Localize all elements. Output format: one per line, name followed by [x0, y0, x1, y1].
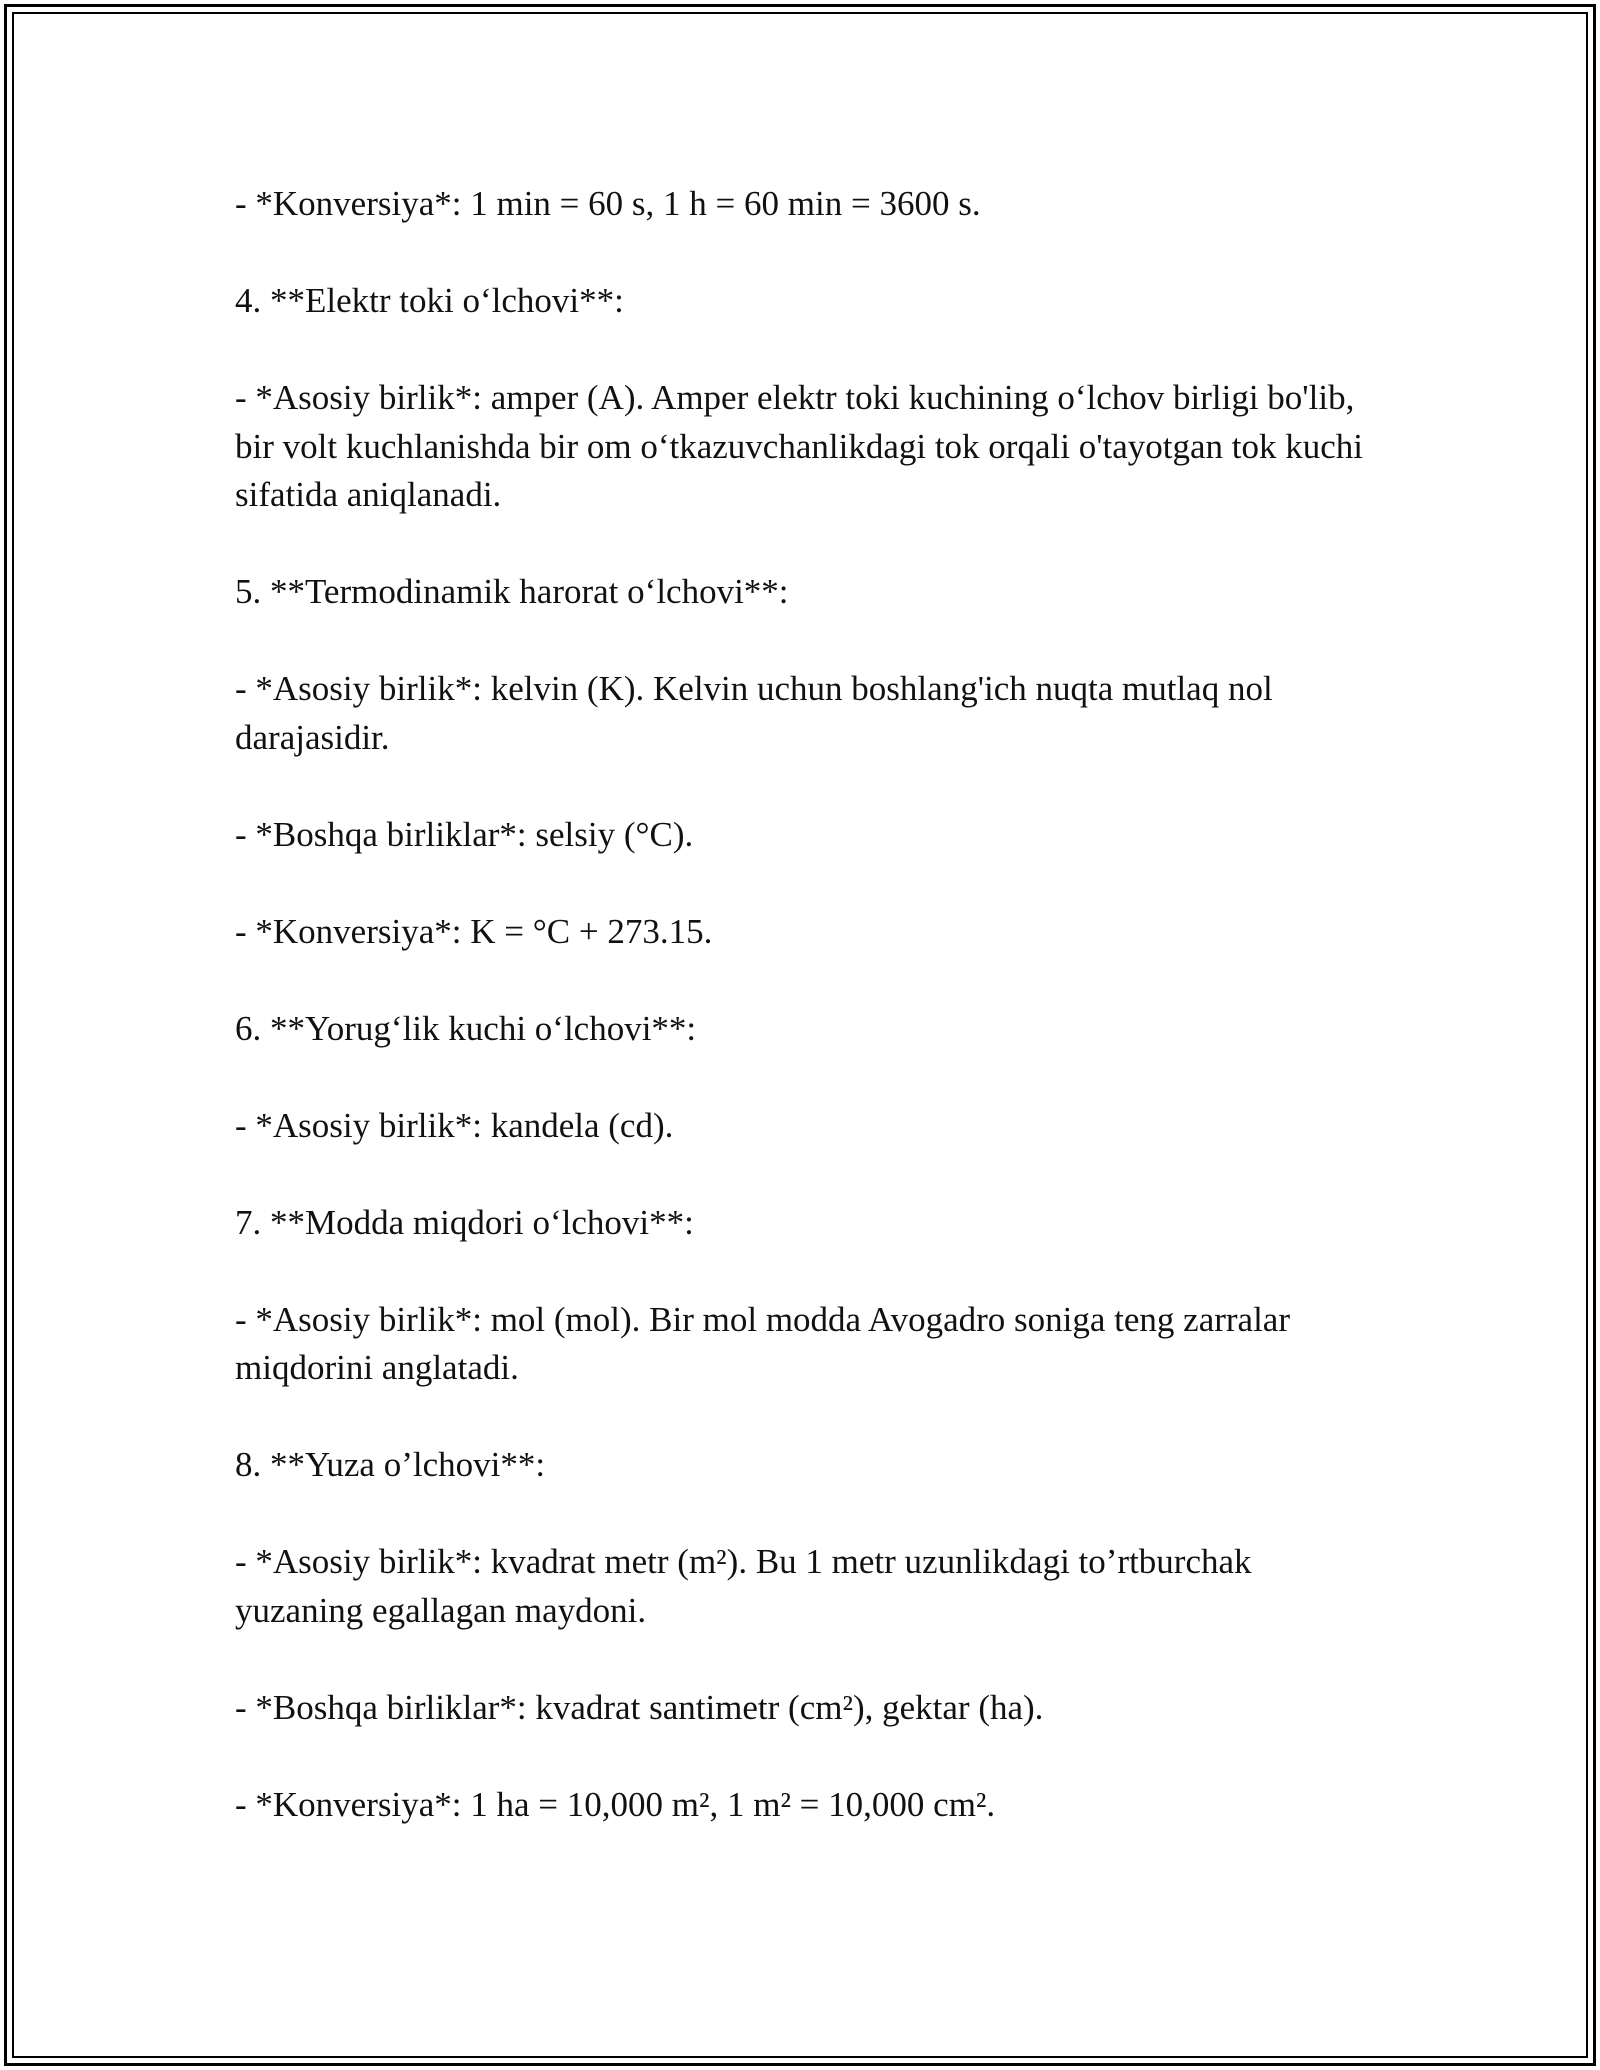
section-4-heading: 4. **Elektr toki o‘lchovi**:: [235, 281, 624, 320]
temperature-base-unit-text: - *Asosiy birlik*: kelvin (K). Kelvin uchun boshlang'ich nuqta mutlaq nol darajasidir.: [235, 669, 1273, 757]
section-6-heading: 6. **Yorug‘lik kuchi o‘lchovi**:: [235, 1008, 697, 1048]
temperature-other-units-text: - *Boshqa birliklar*: selsiy (°C).: [235, 814, 694, 854]
luminous-base-unit-text: - *Asosiy birlik*: kandela (cd).: [235, 1105, 674, 1145]
area-conversion-text: - *Konversiya*: 1 ha = 10,000 m², 1 m² = 10,000 cm².: [235, 1784, 996, 1824]
amount-base-unit-text: - *Asosiy birlik*: mol (mol). Bir mol modda Avogadro soniga teng zarralar miqdorini anglatadi.: [235, 1299, 1290, 1387]
area-other-units-text: - *Boshqa birliklar*: kvadrat santimetr (cm²), gektar (ha).: [235, 1687, 1044, 1727]
area-base-unit-text: - *Asosiy birlik*: kvadrat metr (m²). Bu 1 metr uzunlikdagi to’rtburchak yuzaning egallagan maydoni.: [235, 1542, 1252, 1630]
document-body: [235, 180, 1365, 1878]
temperature-conversion-text: - *Konversiya*: K = °C + 273.15.: [235, 911, 713, 951]
section-7-heading: 7. **Modda miqdori o‘lchovi**:: [235, 1202, 694, 1242]
section-5-heading: 5. **Termodinamik harorat o‘lchovi**:: [235, 572, 789, 611]
current-base-unit-text: - *Asosiy birlik*: amper (A). Amper elektr toki kuchining o‘lchov birligi bo'lib, bir volt kuchlanishda bir om o‘tkazuvchanlikdagi tok orqali o'tayotgan tok kuchi sifatida aniqlanadi.: [235, 378, 1363, 514]
section-8-heading: 8. **Yuza o’lchovi**:: [235, 1445, 546, 1484]
time-conversion-line: - *Konversiya*: 1 min = 60 s, 1 h = 60 min = 3600 s.: [235, 184, 981, 223]
